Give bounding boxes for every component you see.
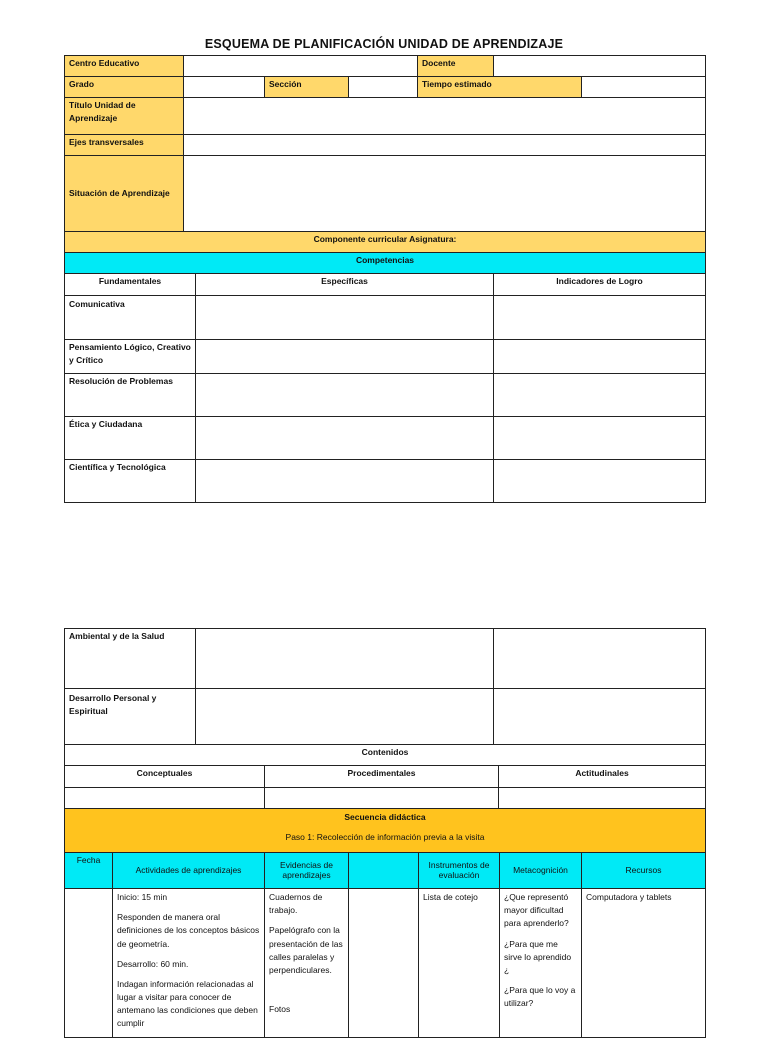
evidencia-item: Papelógrafo con la presentación de las calles paralelas y perpendiculares. bbox=[269, 925, 343, 975]
procedimentales-cell[interactable] bbox=[264, 787, 499, 809]
field-centro-educativo[interactable] bbox=[183, 55, 418, 77]
indicadores-cell[interactable] bbox=[493, 688, 706, 745]
actividad-item: Desarrollo: 60 min. bbox=[117, 958, 189, 969]
especificas-cell[interactable] bbox=[195, 459, 494, 503]
metacognicion-item: ¿Para que me sirve lo aprendido ¿ bbox=[504, 938, 572, 975]
indicadores-cell[interactable] bbox=[493, 373, 706, 417]
col-especificas: Específicas bbox=[195, 273, 494, 296]
evidencias-cell bbox=[264, 888, 349, 1038]
col-conceptuales: Conceptuales bbox=[64, 765, 265, 788]
secuencia-title: Secuencia didáctica bbox=[344, 812, 426, 822]
empty-cell[interactable] bbox=[348, 888, 419, 1038]
competencia-etica: Ética y Ciudadana bbox=[64, 416, 196, 460]
col-actitudinales: Actitudinales bbox=[498, 765, 706, 788]
secuencia-didactica-bar bbox=[64, 808, 706, 853]
recursos-cell bbox=[581, 888, 706, 1038]
especificas-cell[interactable] bbox=[195, 416, 494, 460]
contenidos-bar: Contenidos bbox=[64, 744, 706, 766]
fecha-cell[interactable] bbox=[64, 888, 113, 1038]
recurso-item: Computadora y tablets bbox=[586, 892, 672, 902]
field-situacion-aprendizaje[interactable] bbox=[183, 155, 706, 232]
indicadores-cell[interactable] bbox=[493, 339, 706, 374]
indicadores-cell[interactable] bbox=[493, 459, 706, 503]
paso-1-label: Paso 1: Recolección de información previa a la visita bbox=[285, 832, 485, 843]
label-situacion-aprendizaje: Situación de Aprendizaje bbox=[64, 155, 184, 232]
col-actividades: Actividades de aprendizajes bbox=[112, 852, 265, 889]
conceptuales-cell[interactable] bbox=[64, 787, 265, 809]
competencias-bar: Competencias bbox=[64, 252, 706, 274]
label-docente: Docente bbox=[417, 55, 494, 77]
col-instrumentos: Instrumentos de evaluación bbox=[418, 852, 500, 889]
col-empty bbox=[348, 852, 419, 889]
metacognicion-item: ¿Para que lo voy a utilizar? bbox=[504, 985, 576, 1009]
instrumentos-cell bbox=[418, 888, 500, 1038]
col-fecha: Fecha bbox=[64, 852, 113, 889]
label-titulo-unidad: Título Unidad de Aprendizaje bbox=[64, 97, 184, 135]
field-tiempo-estimado[interactable] bbox=[581, 76, 706, 98]
field-grado[interactable] bbox=[183, 76, 265, 98]
field-docente[interactable] bbox=[493, 55, 706, 77]
especificas-cell[interactable] bbox=[195, 295, 494, 340]
col-metacognicion: Metacognición bbox=[499, 852, 582, 889]
especificas-cell[interactable] bbox=[195, 628, 494, 689]
competencia-resolucion: Resolución de Problemas bbox=[64, 373, 196, 417]
competencia-ambiental: Ambiental y de la Salud bbox=[64, 628, 196, 689]
competencia-comunicativa: Comunicativa bbox=[64, 295, 196, 340]
indicadores-cell[interactable] bbox=[493, 295, 706, 340]
competencia-cientifica: Científica y Tecnológica bbox=[64, 459, 196, 503]
evidencia-item: Fotos bbox=[269, 1004, 291, 1015]
evidencia-item: Cuadernos de trabajo. bbox=[269, 892, 323, 916]
label-grado: Grado bbox=[64, 76, 184, 98]
col-procedimentales: Procedimentales bbox=[264, 765, 499, 788]
label-seccion: Sección bbox=[264, 76, 349, 98]
col-evidencias: Evidencias de aprendizajes bbox=[264, 852, 349, 889]
indicadores-cell[interactable] bbox=[493, 416, 706, 460]
actitudinales-cell[interactable] bbox=[498, 787, 706, 809]
col-fundamentales: Fundamentales bbox=[64, 273, 196, 296]
especificas-cell[interactable] bbox=[195, 339, 494, 374]
especificas-cell[interactable] bbox=[195, 373, 494, 417]
field-seccion[interactable] bbox=[348, 76, 418, 98]
metacognicion-item: ¿Que representó mayor dificultad para aprenderlo? bbox=[504, 892, 569, 929]
componente-curricular-bar: Componente curricular Asignatura: bbox=[64, 231, 706, 253]
actividad-item: Indagan información relacionadas al lugar a visitar para conocer de antemano las condiciones que deben cumplir bbox=[117, 978, 258, 1029]
actividades-cell bbox=[112, 888, 265, 1038]
actividad-item: Responden de manera oral definiciones de los conceptos básicos de geometría. bbox=[117, 912, 260, 949]
field-titulo-unidad[interactable] bbox=[183, 97, 706, 135]
instrumento-item: Lista de cotejo bbox=[423, 892, 478, 902]
indicadores-cell[interactable] bbox=[493, 628, 706, 689]
page-title: ESQUEMA DE PLANIFICACIÓN UNIDAD DE APRENDIZAJE bbox=[204, 37, 564, 51]
label-tiempo-estimado: Tiempo estimado bbox=[417, 76, 582, 98]
competencia-desarrollo-personal: Desarrollo Personal y Espiritual bbox=[64, 688, 196, 745]
col-recursos: Recursos bbox=[581, 852, 706, 889]
field-ejes-transversales[interactable] bbox=[183, 134, 706, 156]
competencia-pensamiento: Pensamiento Lógico, Creativo y Crítico bbox=[64, 339, 196, 374]
col-indicadores-logro: Indicadores de Logro bbox=[493, 273, 706, 296]
actividad-item: Inicio: 15 min bbox=[117, 892, 168, 902]
especificas-cell[interactable] bbox=[195, 688, 494, 745]
label-centro-educativo: Centro Educativo bbox=[64, 55, 184, 77]
label-ejes-transversales: Ejes transversales bbox=[64, 134, 184, 156]
metacognicion-cell bbox=[499, 888, 582, 1038]
